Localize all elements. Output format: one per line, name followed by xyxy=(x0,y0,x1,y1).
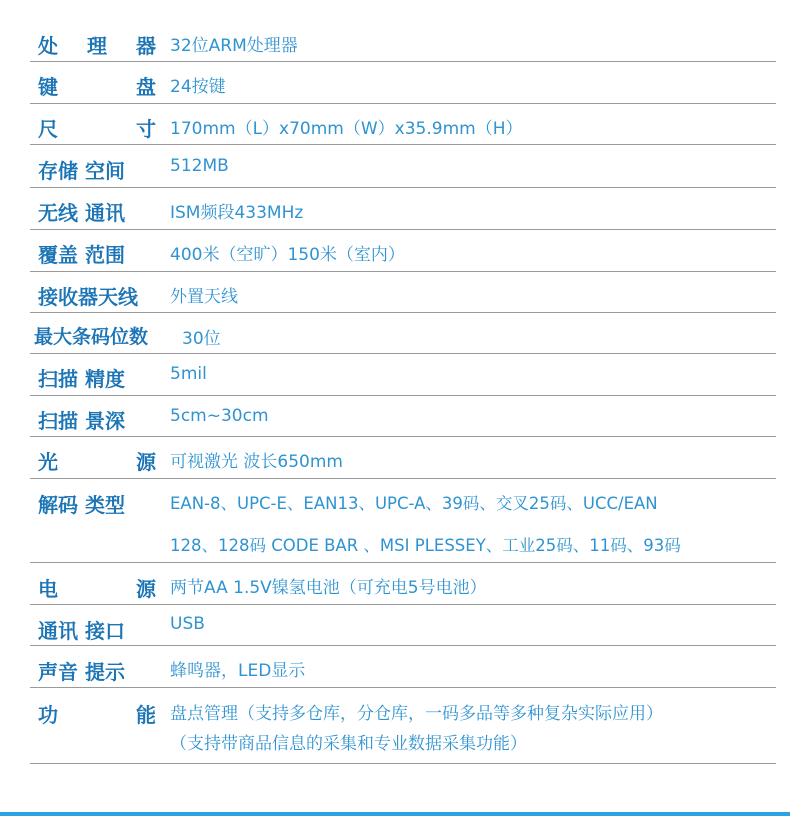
spec-row-max-barcode-digits xyxy=(30,313,776,354)
spec-value: 盘点管理（支持多仓库，分仓库，一码多品等多种复杂实际应用） （支持带商品信息的采集和专业数据采集功能） xyxy=(170,704,663,754)
spec-value: USB xyxy=(170,614,205,634)
spec-row-storage xyxy=(30,145,776,188)
spec-value: 外置天线 xyxy=(170,287,238,307)
spec-row-decode-types xyxy=(30,479,776,563)
spec-value: 5mil xyxy=(170,364,207,384)
spec-value: 两节AA 1.5V镍氢电池（可充电5号电池） xyxy=(170,578,487,598)
spec-row-power xyxy=(30,563,776,605)
spec-label: 尺 寸 xyxy=(38,117,156,141)
spec-label: 扫描 景深 xyxy=(38,409,125,433)
spec-value: 32位ARM处理器 xyxy=(170,36,298,56)
spec-value: 24按键 xyxy=(170,77,226,97)
spec-label: 光 源 xyxy=(38,450,156,474)
spec-value: 5cm~30cm xyxy=(170,406,269,426)
spec-value: EAN-8、UPC-E、EAN13、UPC-A、39码、交叉25码、UCC/EAN 128、128码 CODE BAR 、MSI PLESSEY、工业25码、11码、93码 xyxy=(170,494,681,555)
spec-value: 170mm（L）x70mm（W）x35.9mm（H） xyxy=(170,119,523,139)
spec-row-interface xyxy=(30,605,776,646)
spec-label: 存储 空间 xyxy=(38,159,125,183)
spec-label: 键 盘 xyxy=(38,75,156,99)
spec-row-functions xyxy=(30,688,776,764)
spec-label: 处 理 器 xyxy=(38,34,156,58)
spec-row-scan-precision xyxy=(30,354,776,396)
spec-value: 蜂鸣器，LED显示 xyxy=(170,661,306,681)
spec-label: 覆盖 范围 xyxy=(38,243,125,267)
spec-value: 512MB xyxy=(170,156,229,176)
spec-row-keyboard xyxy=(30,62,776,104)
spec-row-light-source xyxy=(30,437,776,479)
spec-label: 声音 提示 xyxy=(38,660,125,684)
spec-row-size xyxy=(30,104,776,145)
spec-label: 通讯 接口 xyxy=(38,619,125,643)
spec-label: 最大条码位数 xyxy=(34,326,149,348)
spec-value: 400米（空旷）150米（室内） xyxy=(170,245,405,265)
spec-row-sound xyxy=(30,646,776,688)
spec-row-antenna xyxy=(30,272,776,313)
spec-row-wireless xyxy=(30,188,776,230)
spec-label: 扫描 精度 xyxy=(38,367,125,391)
spec-row-processor xyxy=(30,21,776,62)
spec-row-coverage xyxy=(30,230,776,272)
spec-value: 可视激光 波长650mm xyxy=(170,452,343,472)
spec-value: ISM频段433MHz xyxy=(170,203,304,223)
spec-row-depth-of-field xyxy=(30,396,776,437)
spec-label: 接收器天线 xyxy=(38,285,138,309)
spec-table xyxy=(30,21,776,764)
spec-label: 电 源 xyxy=(38,577,156,601)
spec-label: 功 能 xyxy=(38,703,156,727)
spec-value: 30位 xyxy=(182,329,221,349)
bottom-divider xyxy=(0,812,790,816)
spec-label: 解码 类型 xyxy=(38,493,125,517)
spec-label: 无线 通讯 xyxy=(38,201,125,225)
